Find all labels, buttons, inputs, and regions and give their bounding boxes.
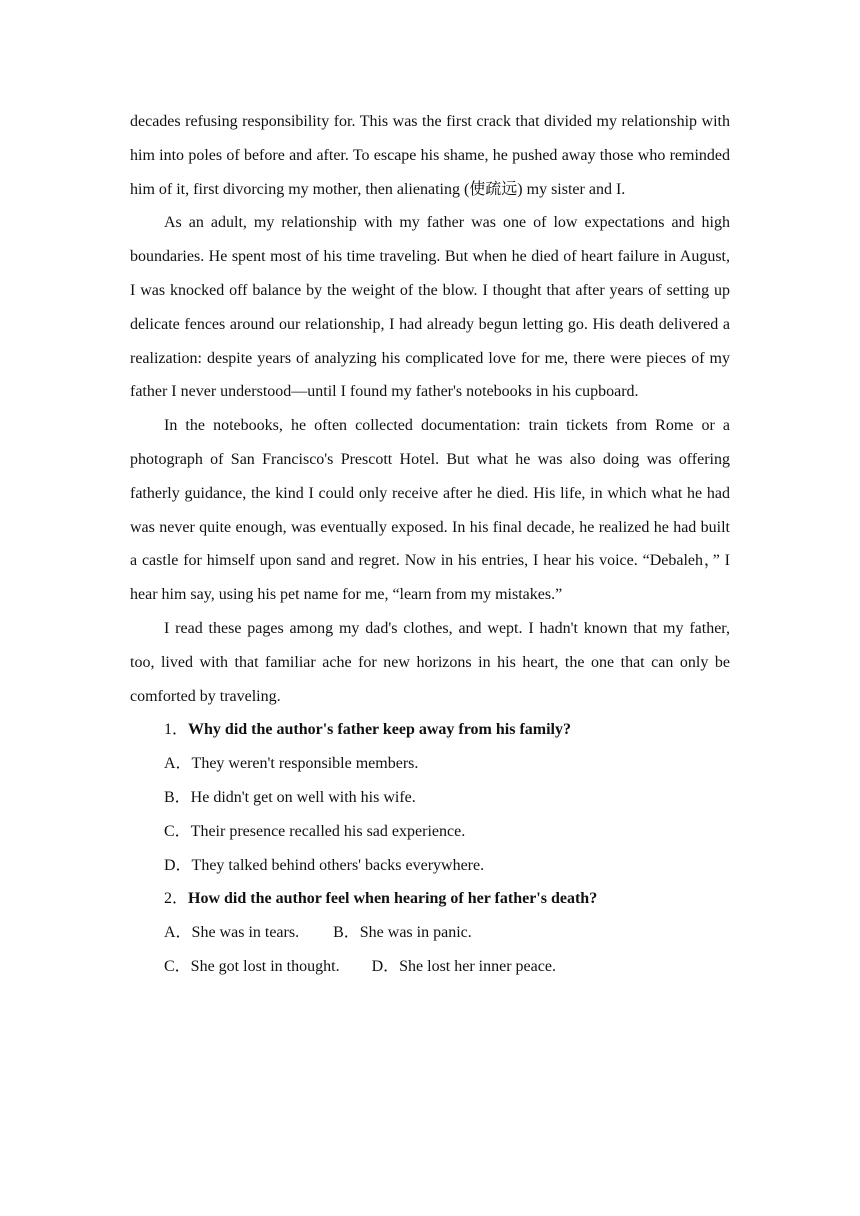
answer-option: B．She was in panic. <box>333 924 472 942</box>
passage-paragraph: As an adult, my relationship with my father was one of low expectations and high boundaries. He spent most of his time traveling. But when he died of heart failure in August, I was knocked off balance by the weight of the blow. I thought that after years of setting up delicate fences around our relationship, I had already begun letting go. His death delivered a realization: despite years of analyzing his complicated love for me, there were pieces of my father I never understood—until I found my father's notebooks in his cupboard. <box>130 214 730 401</box>
answer-option: D．She lost her inner peace. <box>371 957 556 975</box>
answer-option: A．They weren't responsible members. <box>164 755 419 773</box>
answer-option: B．He didn't get on well with his wife. <box>164 788 416 806</box>
question-text: How did the author feel when hearing of her father's death? <box>188 890 598 908</box>
answer-option: C．She got lost in thought. <box>164 957 340 975</box>
question-text: Why did the author's father keep away from his family? <box>188 721 571 739</box>
answer-option-row <box>130 916 730 950</box>
question-number: 1． <box>164 721 189 739</box>
passage-paragraph: decades refusing responsibility for. This was the first crack that divided my relationship with him into poles of before and after. To escape his shame, he pushed away those who reminded him of it, first divorcing my mother, then alienating (使疏远) my sister and I. <box>130 113 730 198</box>
question-number: 2． <box>164 890 189 908</box>
answer-option: D．They talked behind others' backs everywhere. <box>164 856 485 874</box>
passage-paragraph: In the notebooks, he often collected documentation: train tickets from Rome or a photograph of San Francisco's Prescott Hotel. But what he was also doing was offering fatherly guidance, the kind I could only receive after he died. His life, in which what he had was never quite enough, was eventually exposed. In his final decade, he realized he had built a castle for himself upon sand and regret. Now in his entries, I hear his voice. “Debaleh，” I hear him say, using his pet name for me, “learn from my mistakes.” <box>130 417 730 604</box>
document-page <box>130 105 730 984</box>
answer-option: C．Their presence recalled his sad experience. <box>164 822 466 840</box>
passage-paragraph: I read these pages among my dad's clothes, and wept. I hadn't known that my father, too, lived with that familiar ache for new horizons in his heart, the one that can only be comforted by traveling. <box>130 619 730 705</box>
question-2 <box>130 882 730 916</box>
question-1 <box>130 713 730 747</box>
answer-option: A．She was in tears. <box>164 924 300 942</box>
answer-option-row <box>130 950 730 984</box>
